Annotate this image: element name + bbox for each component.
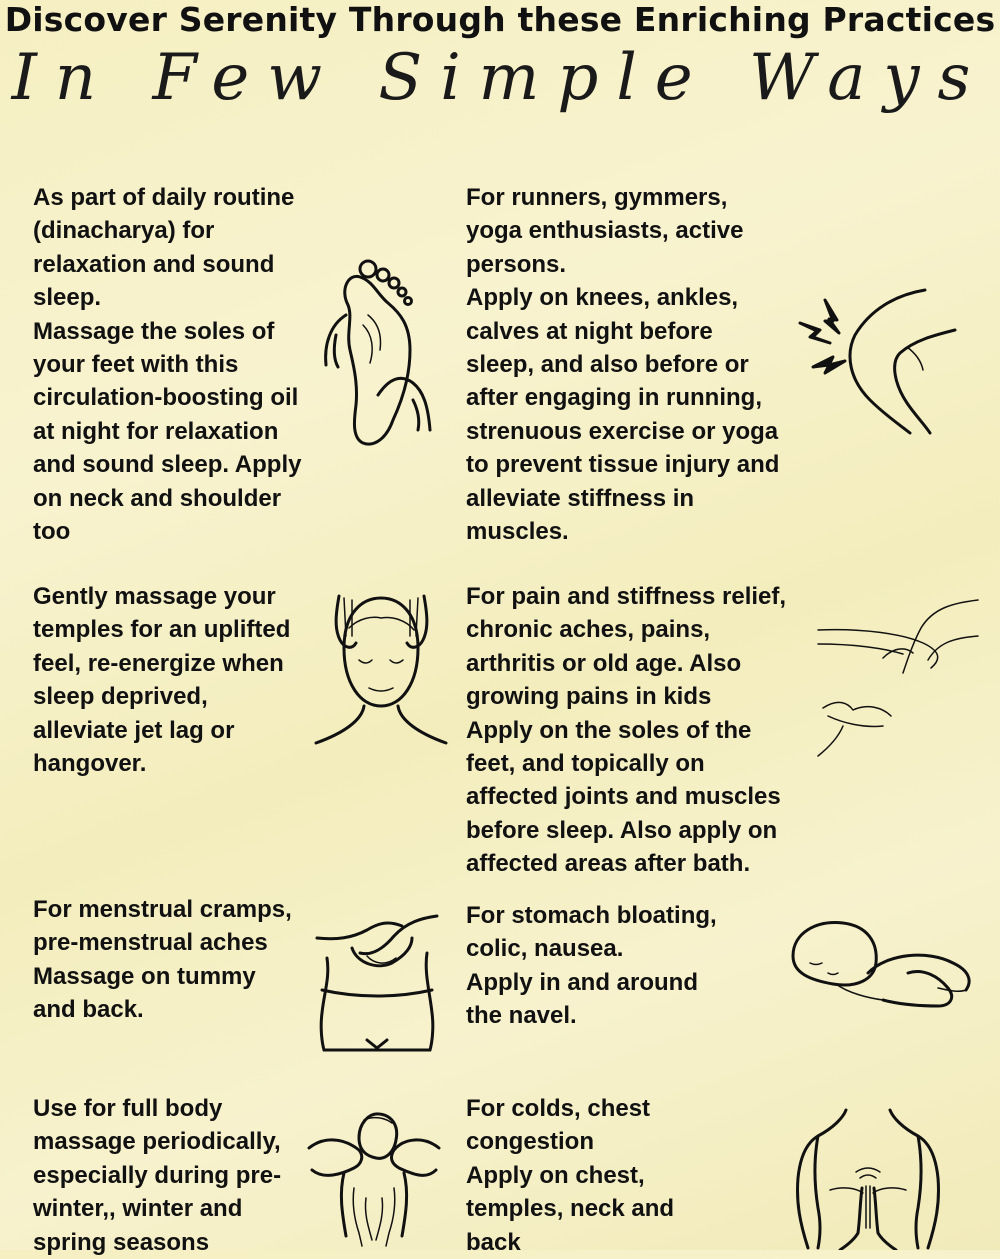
practice-menstrual-text: For menstrual cramps, pre-menstrual aches Massage on tummy and back.: [33, 896, 292, 1024]
knee-pain-icon: [795, 285, 965, 440]
foot-massage-icon: [318, 255, 438, 450]
practice-temples-text: Gently massage your temples for an uplifted feel, re-energize when sleep deprived, alleviate jet lag or hangover.: [33, 583, 291, 778]
back-massage-icon: [304, 1108, 444, 1250]
chest-rub-icon: [788, 1108, 948, 1250]
sleeping-baby-icon: [788, 918, 974, 1010]
practice-pain-relief-text: For pain and stiffness relief, chronic aches, pains, arthritis or old age. Also growing pains in kids Apply on the soles of the feet, and topically on affected joints and muscles before sleep. Also apply on affected areas after bath.: [466, 583, 787, 878]
practice-daily-routine-text: As part of daily routine (dinacharya) for relaxation and sound sleep. Massage the soles of your feet with this circulation-boosting oil at night for relaxation and sound sleep. Apply on neck and shoulder too: [33, 184, 302, 546]
page-title: Discover Serenity Through these Enriching Practices: [4, 0, 996, 39]
practice-active-persons-text: For runners, gymmers, yoga enthusiasts, active persons. Apply on knees, ankles, calves at night before sleep, and also before or after engaging in running, strenuous exercise or yoga to prevent tissue injury and alleviate stiffness in muscles.: [466, 184, 780, 546]
leg-massage-icon: [813, 598, 983, 758]
head-massage-icon: [314, 588, 449, 746]
tummy-massage-icon: [312, 908, 442, 1056]
practice-full-body-text: Use for full body massage periodically, especially during pre- winter,, winter and spring seasons: [33, 1095, 282, 1256]
page-subtitle: In Few Simple Ways: [11, 41, 989, 115]
practice-bloating-text: For stomach bloating, colic, nausea. Apply in and around the navel.: [466, 902, 717, 1030]
practice-colds-text: For colds, chest congestion Apply on chest, temples, neck and back: [466, 1095, 675, 1256]
